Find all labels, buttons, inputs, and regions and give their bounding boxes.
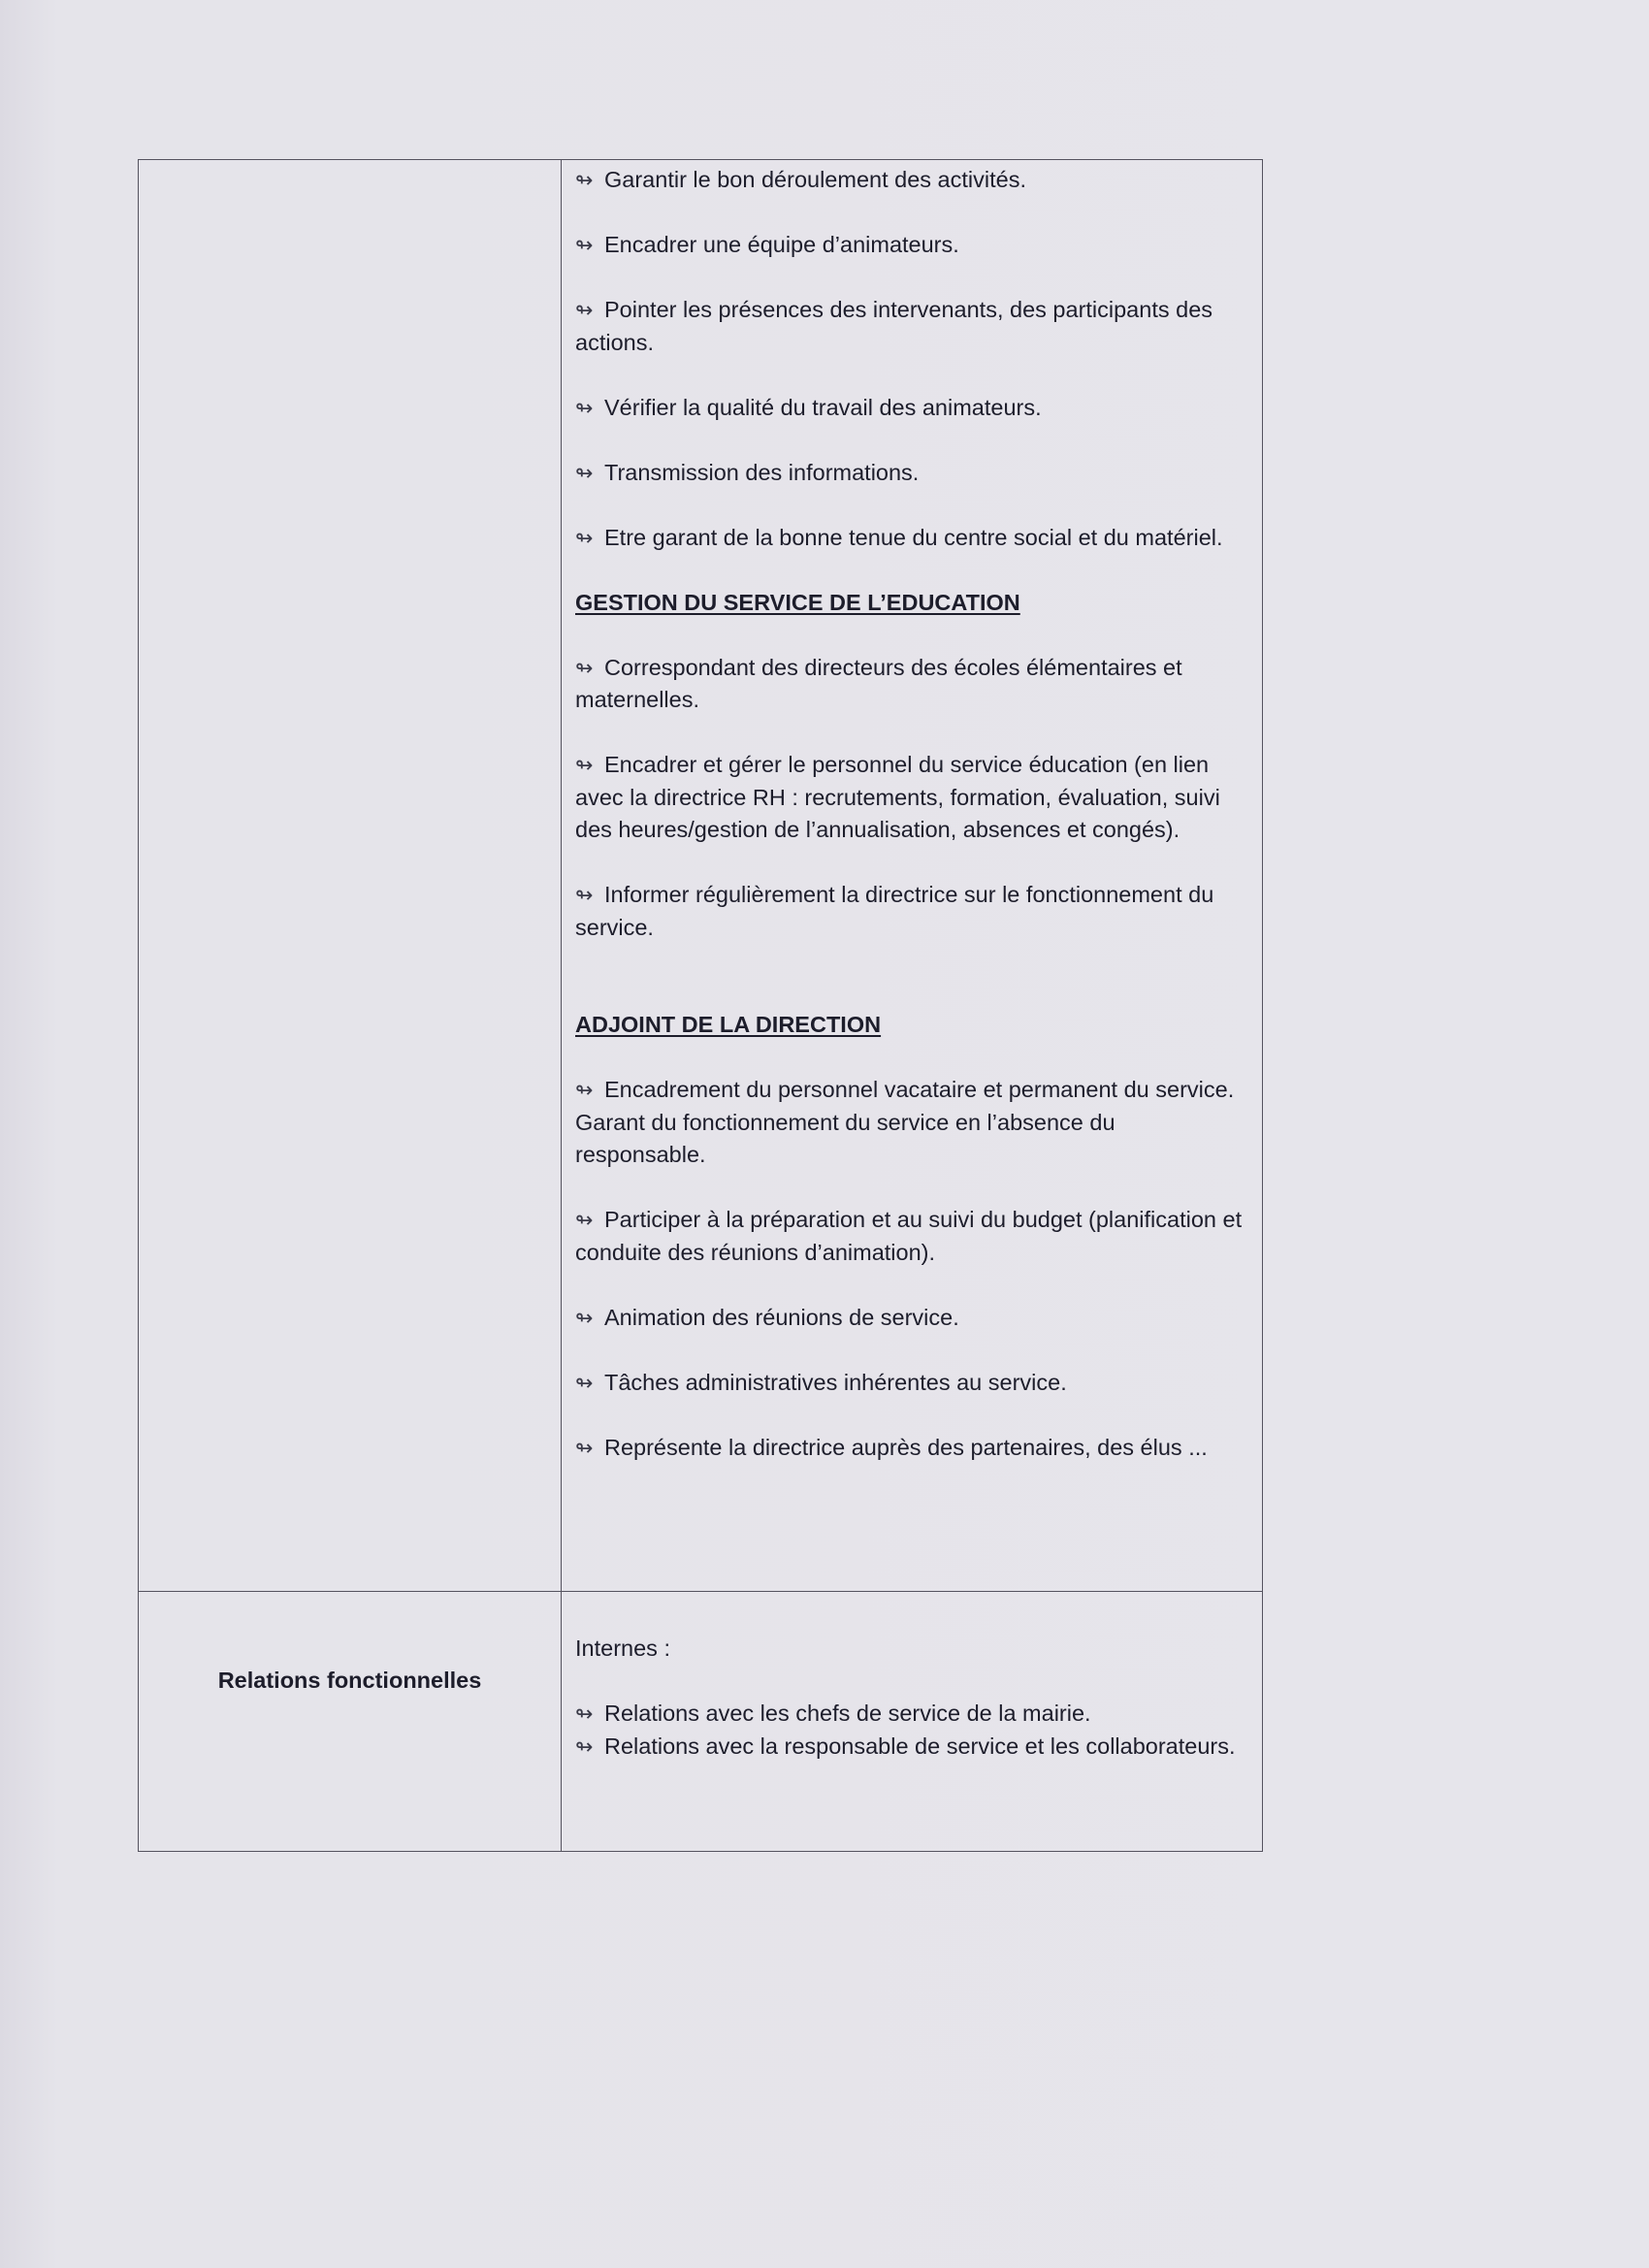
arrow-bullet-icon: ↬ bbox=[575, 298, 594, 322]
arrow-bullet-icon: ↬ bbox=[575, 395, 594, 420]
arrow-bullet-icon: ↬ bbox=[575, 1305, 594, 1330]
arrow-bullet-icon: ↬ bbox=[575, 883, 594, 907]
job-description-table bbox=[138, 159, 1263, 1852]
list-item: ↬ Tâches administratives inhérentes au service. bbox=[575, 1367, 1250, 1400]
section-heading-education: GESTION DU SERVICE DE L’EDUCATION bbox=[575, 589, 1020, 615]
missions-row bbox=[139, 160, 1263, 1592]
arrow-bullet-icon: ↬ bbox=[575, 1435, 594, 1460]
relations-label-cell bbox=[139, 1592, 562, 1852]
arrow-bullet-icon: ↬ bbox=[575, 460, 594, 485]
relations-content-cell bbox=[562, 1592, 1263, 1852]
relations-label: Relations fonctionnelles bbox=[217, 1668, 482, 1693]
arrow-bullet-icon: ↬ bbox=[575, 1078, 594, 1102]
list-item: ↬ Etre garant de la bonne tenue du centre social et du matériel. bbox=[575, 522, 1250, 555]
missions-content-cell bbox=[562, 160, 1263, 1592]
relations-row bbox=[139, 1592, 1263, 1852]
arrow-bullet-icon: ↬ bbox=[575, 1733, 594, 1759]
arrow-bullet-icon: ↬ bbox=[575, 233, 594, 257]
list-item: ↬ Informer régulièrement la directrice sur le fonctionnement du service. bbox=[575, 879, 1250, 944]
list-item: ↬ Encadrement du personnel vacataire et permanent du service. Garant du fonctionnement du service en l’absence du responsable. bbox=[575, 1074, 1250, 1172]
arrow-bullet-icon: ↬ bbox=[575, 655, 594, 680]
arrow-bullet-icon: ↬ bbox=[575, 1208, 594, 1232]
list-item: ↬ Garantir le bon déroulement des activités. bbox=[575, 164, 1250, 197]
missions-label-cell bbox=[139, 160, 562, 1592]
list-item: ↬ Encadrer et gérer le personnel du service éducation (en lien avec la directrice RH : recrutements, formation, évaluation, suivi des heures/gestion de l’annualisation, absences et congés). bbox=[575, 749, 1250, 847]
list-item: ↬ Transmission des informations. bbox=[575, 457, 1250, 490]
list-item: ↬ Vérifier la qualité du travail des animateurs. bbox=[575, 392, 1250, 425]
relations-intro: Internes : bbox=[575, 1636, 670, 1661]
arrow-bullet-icon: ↬ bbox=[575, 1370, 594, 1395]
section-heading-adjoint: ADJOINT DE LA DIRECTION bbox=[575, 1012, 882, 1037]
arrow-bullet-icon: ↬ bbox=[575, 168, 594, 192]
list-item: ↬ Représente la directrice auprès des partenaires, des élus ... bbox=[575, 1432, 1250, 1465]
arrow-bullet-icon: ↬ bbox=[575, 1701, 594, 1726]
list-item: ↬ Relations avec les chefs de service de la mairie. bbox=[575, 1698, 1250, 1731]
list-item: ↬ Encadrer une équipe d’animateurs. bbox=[575, 229, 1250, 262]
arrow-bullet-icon: ↬ bbox=[575, 525, 594, 550]
list-item: ↬ Pointer les présences des intervenants, des participants des actions. bbox=[575, 294, 1250, 359]
list-item: ↬ Animation des réunions de service. bbox=[575, 1302, 1250, 1335]
list-item: ↬ Participer à la préparation et au suivi du budget (planification et conduite des réunions d’animation). bbox=[575, 1204, 1250, 1269]
arrow-bullet-icon: ↬ bbox=[575, 753, 594, 777]
list-item: ↬ Correspondant des directeurs des écoles élémentaires et maternelles. bbox=[575, 652, 1250, 717]
list-item: ↬ Relations avec la responsable de service et les collaborateurs. bbox=[575, 1731, 1250, 1764]
